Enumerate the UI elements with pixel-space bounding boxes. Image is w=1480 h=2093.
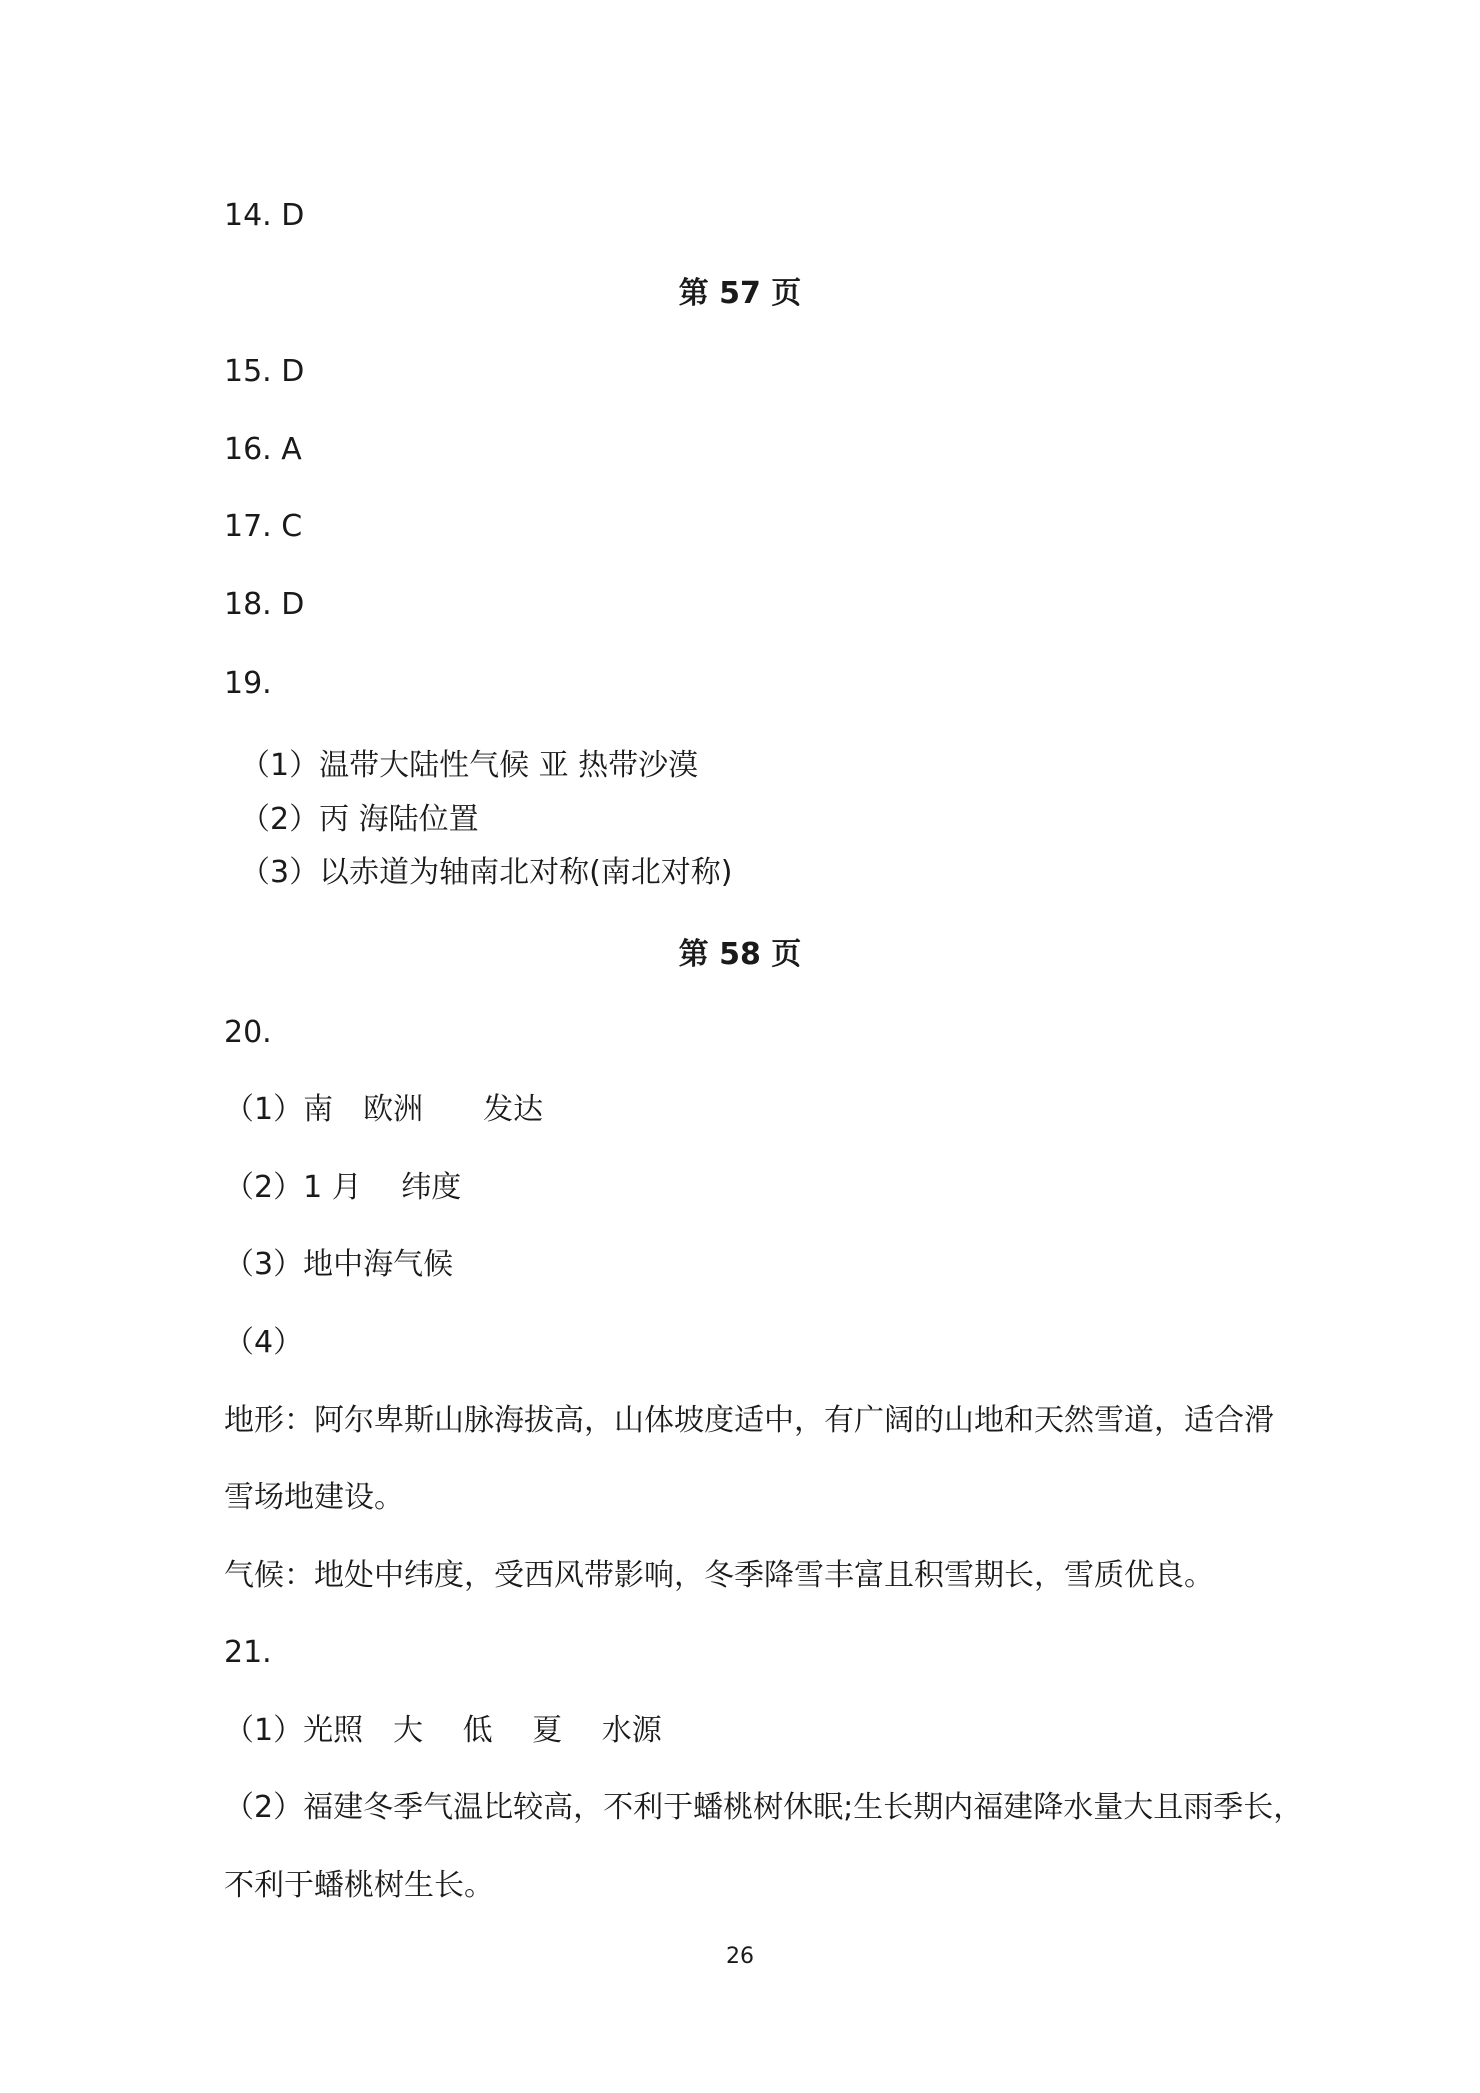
answer-20-climate: 气候：地处中纬度，受西风带影响，冬季降雪丰富且积雪期长，雪质优良。 [224, 1558, 1214, 1593]
answer-18: 18. D [224, 587, 305, 622]
answer-20-part-2: （2）1 月 纬度 [224, 1170, 462, 1205]
section-heading-page-57: 第 57 页 [678, 276, 802, 311]
answer-20-terrain-line-2: 雪场地建设。 [224, 1480, 404, 1515]
answer-19-part-3: （3）以赤道为轴南北对称(南北对称) [240, 855, 733, 890]
answer-14: 14. D [224, 198, 305, 233]
answer-20-part-4: （4） [224, 1325, 304, 1360]
answer-20-part-1: （1）南 欧洲 发达 [224, 1092, 544, 1127]
answer-20-part-3: （3）地中海气候 [224, 1247, 454, 1282]
answer-20: 20. [224, 1015, 272, 1050]
answer-15: 15. D [224, 354, 305, 389]
answer-21-part-2-line-1: （2）福建冬季气温比较高，不利于蟠桃树休眠;生长期内福建降水量大且雨季长， [224, 1790, 1304, 1825]
answer-19-part-1: （1）温带大陆性气候 亚 热带沙漠 [240, 748, 699, 783]
answer-21-part-2-line-2: 不利于蟠桃树生长。 [224, 1868, 494, 1903]
answer-19-part-2: （2）丙 海陆位置 [240, 802, 479, 837]
answer-19: 19. [224, 666, 272, 701]
answer-21-part-1: （1）光照 大 低 夏 水源 [224, 1713, 662, 1748]
answer-21: 21. [224, 1635, 272, 1670]
answer-16: 16. A [224, 432, 302, 467]
page-number: 26 [726, 1944, 754, 1969]
answer-20-terrain-line-1: 地形：阿尔卑斯山脉海拔高，山体坡度适中，有广阔的山地和天然雪道，适合滑 [224, 1403, 1274, 1438]
section-heading-page-58: 第 58 页 [678, 937, 802, 972]
answer-17: 17. C [224, 509, 303, 544]
